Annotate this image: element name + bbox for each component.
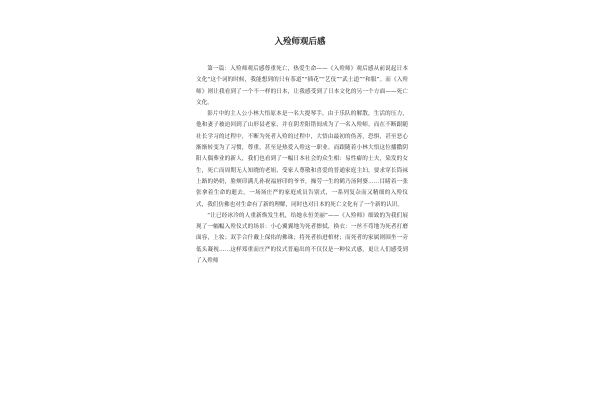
paragraph-2: 影片中的主人公小林大悟原本是一名大提琴手，由于乐队的解散，生活的压力，他和妻子被迫回到了山形县老家，并在阴差阳错间成为了一名入殓师。而在不断跟随社长学习的过程中，不断为死者入殓的过程中，大悟由最初的伪善，恐惧，甚至恶心渐渐转变为了习惯，尊重，甚至是热爱入殓这一职业。而跟随着小林大悟这位播撒阴阳人偶葬业的新人，我们也看到了一幅日本社会的众生相：易性癖的士夫，染发的女生，死亡而周期无人知晓的老姐，受家人尊敬和喜爱的普通家庭主妇，要求穿长筒袜上路的奶奶，脸颊印满儿孙祝福唇印的爷爷，操劳一生的鹤乃汤阿婆……目睹着一张张拿着生命的逝去，一场场庄严的家庭成员告别式，一系列复杂而又精细的入殓仪式，我们仿佛也对生命有了新的理解，同时也对日本的死亡文化有了一个新的认识。 [196,111,408,208]
document-body [196,64,408,267]
paragraph-1: 第一篇：入殓师观后感尊重死亡，热爱生命——《入殓师》观后感从前说起日本文化“这个词的时候，我能想到的只有茶道”“插花”“艺伎”“武士道”“和服”。而《入殓师》则让我看到了一个不一样的日本，让我感受到了日本文化的另一个方面——死亡文化。 [196,66,408,106]
paragraph-3: “让已经冰冷的人重新焕发生机，给她永恒美丽”——《入殓师》细致的为我们展现了一幅幅入殓仪式的场景：小心翼翼地为死者擦拭，换衣：一丝不苟地为死者打磨面容，上妆；双手合什戴上保佑的佛珠；将死者抬进棺材；而死者的家属则围坐一旁低头凝视……这样郑重而庄严的仪式普遍出的不仅仅是一种仪式感，更让人们感受到了入殓师 [196,212,408,265]
page-title: 入殓师观后感 [274,37,326,47]
